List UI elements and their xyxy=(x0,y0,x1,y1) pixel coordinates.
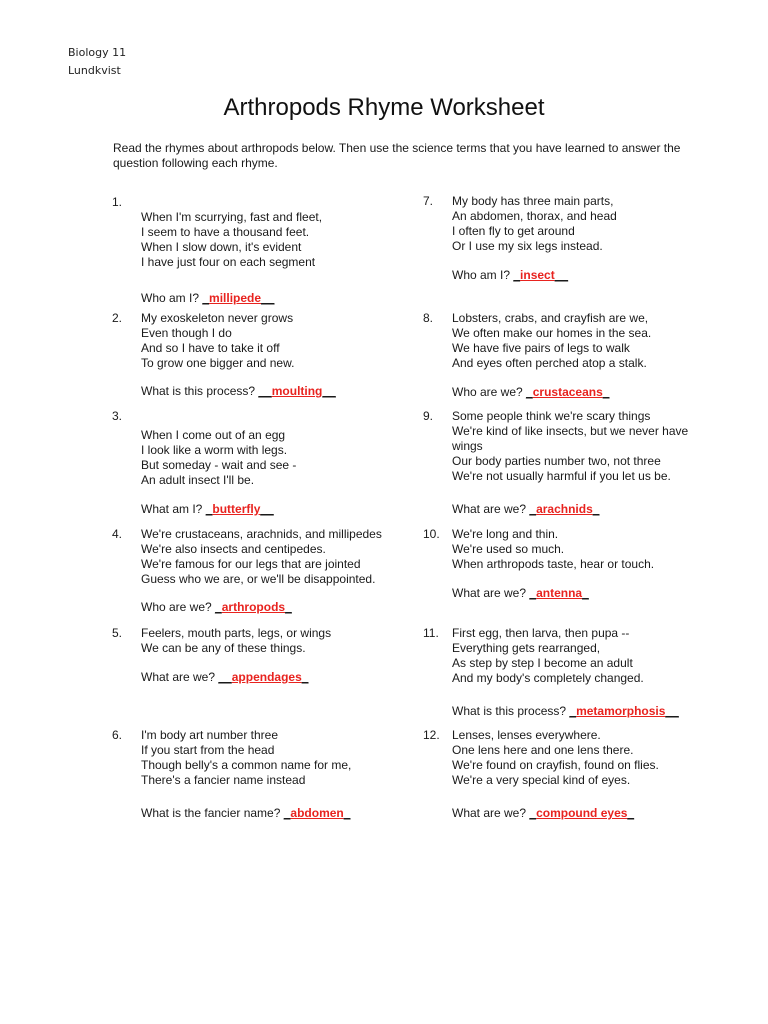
question-text: Who am I? xyxy=(452,268,514,282)
item-number: 6. xyxy=(112,728,123,742)
rhyme-line: When I slow down, it's evident xyxy=(141,240,302,254)
rhyme-line: Feelers, mouth parts, legs, or wings xyxy=(141,626,332,640)
rhyme-line: To grow one bigger and new. xyxy=(141,356,295,370)
question-text: What are we? xyxy=(452,502,530,516)
rhyme-text xyxy=(141,527,382,587)
question xyxy=(452,385,609,400)
rhyme-line: One lens here and one lens there. xyxy=(452,743,634,757)
answer-text: arachnids xyxy=(536,502,593,516)
rhyme-text xyxy=(141,210,322,270)
rhyme-line: We have five pairs of legs to walk xyxy=(452,341,630,355)
answer-text: crustaceans xyxy=(532,385,603,399)
question xyxy=(452,502,599,517)
question-text: Who am I? xyxy=(141,291,203,305)
rhyme-line: When I come out of an egg xyxy=(141,428,286,442)
item-number: 1. xyxy=(112,195,123,209)
rhyme-text xyxy=(452,728,659,788)
rhyme-line: My body has three main parts, xyxy=(452,194,614,208)
answer-blank-lead: _ xyxy=(513,268,521,282)
answer-blank-lead: _ xyxy=(205,502,213,516)
rhyme-line: When arthropods taste, hear or touch. xyxy=(452,557,655,571)
answer-text: insect xyxy=(520,268,555,282)
rhyme-line: wings xyxy=(452,439,483,453)
answer-blank-lead: _ xyxy=(569,704,577,718)
teacher-name: Lundkvist xyxy=(68,64,121,77)
rhyme-text xyxy=(452,409,688,484)
answer-blank-lead: _ xyxy=(202,291,210,305)
rhyme-line: We can be any of these things. xyxy=(141,641,306,655)
answer-blank-lead: _ xyxy=(529,806,537,820)
rhyme-line: Lenses, lenses everywhere. xyxy=(452,728,601,742)
answer-text: arthropods xyxy=(221,600,286,614)
rhyme-line: We're a very special kind of eyes. xyxy=(452,773,631,787)
answer-blank-lead: __ xyxy=(218,670,232,684)
rhyme-line: And eyes often perched atop a stalk. xyxy=(452,356,647,370)
question xyxy=(141,502,274,517)
answer-blank-trail: _ xyxy=(301,670,309,684)
item-number: 8. xyxy=(423,311,434,325)
answer-blank-trail: _ xyxy=(285,600,292,614)
rhyme-line: As step by step I become an adult xyxy=(452,656,633,670)
instructions-text: Read the rhymes about arthropods below. Then use the science terms that you have learned to answer the question following each rhyme. xyxy=(113,141,681,170)
answer-blank-trail: __ xyxy=(260,502,274,516)
answer-text: abdomen xyxy=(290,806,344,820)
rhyme-line: We're long and thin. xyxy=(452,527,559,541)
rhyme-line: I'm body art number three xyxy=(141,728,279,742)
rhyme-line: Guess who we are, or we'll be disappointed. xyxy=(141,572,376,586)
answer-text: antenna xyxy=(536,586,583,600)
rhyme-text xyxy=(141,626,331,656)
rhyme-line: And so I have to take it off xyxy=(141,341,280,355)
answer-blank-lead: _ xyxy=(526,385,533,399)
item-number: 7. xyxy=(423,194,434,208)
rhyme-text xyxy=(452,527,654,572)
rhyme-line: Even though I do xyxy=(141,326,232,340)
rhyme-text xyxy=(452,194,617,254)
item-number: 5. xyxy=(112,626,123,640)
rhyme-line: We're famous for our legs that are jointed xyxy=(141,557,361,571)
rhyme-line: If you start from the head xyxy=(141,743,275,757)
rhyme-line: We're kind of like insects, but we never have xyxy=(452,424,689,438)
rhyme-line: We're used so much. xyxy=(452,542,565,556)
answer-blank-lead: _ xyxy=(215,600,222,614)
rhyme-line: Some people think we're scary things xyxy=(452,409,651,423)
question-text: What is this process? xyxy=(452,704,570,718)
answer-blank-trail: _ xyxy=(592,502,600,516)
question xyxy=(452,704,679,719)
rhyme-line: But someday - wait and see - xyxy=(141,458,297,472)
rhyme-text xyxy=(452,311,651,371)
question-text: What is this process? xyxy=(141,384,259,398)
page-title: Arthropods Rhyme Worksheet xyxy=(223,94,545,121)
question xyxy=(141,806,350,821)
answer-blank-trail: _ xyxy=(602,385,610,399)
rhyme-text xyxy=(141,311,294,371)
rhyme-line: An adult insect I'll be. xyxy=(141,473,255,487)
item-number: 2. xyxy=(112,311,123,325)
answer-blank-lead: _ xyxy=(283,806,291,820)
item-number: 9. xyxy=(423,409,434,423)
rhyme-line: I seem to have a thousand feet. xyxy=(141,225,310,239)
rhyme-line: There's a fancier name instead xyxy=(141,773,306,787)
item-number: 10. xyxy=(423,527,440,541)
question-text: What is the fancier name? xyxy=(141,806,284,820)
rhyme-text xyxy=(141,728,351,788)
rhyme-line: We're also insects and centipedes. xyxy=(141,542,326,556)
rhyme-line: We're crustaceans, arachnids, and millipedes xyxy=(141,527,382,541)
answer-blank-trail: _ xyxy=(582,586,589,600)
rhyme-line: An abdomen, thorax, and head xyxy=(452,209,617,223)
question xyxy=(141,384,336,399)
rhyme-line: And my body's completely changed. xyxy=(452,671,644,685)
question xyxy=(452,586,589,601)
rhyme-line: Our body parties number two, not three xyxy=(452,454,661,468)
answer-blank-lead: _ xyxy=(529,586,537,600)
question xyxy=(452,268,568,283)
rhyme-line: First egg, then larva, then pupa -- xyxy=(452,626,630,640)
rhyme-line: My exoskeleton never grows xyxy=(141,311,294,325)
answer-text: metamorphosis xyxy=(576,704,666,718)
item-number: 4. xyxy=(112,527,123,541)
answer-text: millipede xyxy=(209,291,262,305)
question-text: What am I? xyxy=(141,502,206,516)
question-text: What are we? xyxy=(452,806,530,820)
item-number: 12. xyxy=(423,728,440,742)
question xyxy=(141,600,292,615)
answer-blank-lead: _ xyxy=(529,502,537,516)
rhyme-line: When I'm scurrying, fast and fleet, xyxy=(141,210,323,224)
question-text: What are we? xyxy=(141,670,219,684)
answer-blank-trail: __ xyxy=(665,704,679,718)
rhyme-line: We often make our homes in the sea. xyxy=(452,326,652,340)
rhyme-text xyxy=(141,428,296,488)
question-text: Who are we? xyxy=(452,385,527,399)
rhyme-line: Lobsters, crabs, and crayfish are we, xyxy=(452,311,649,325)
answer-text: moulting xyxy=(271,384,323,398)
answer-blank-trail: __ xyxy=(261,291,275,305)
answer-text: compound eyes xyxy=(536,806,628,820)
answer-blank-trail: __ xyxy=(322,384,336,398)
answer-text: butterfly xyxy=(212,502,261,516)
rhyme-line: We're found on crayfish, found on flies. xyxy=(452,758,659,772)
rhyme-line: I often fly to get around xyxy=(452,224,575,238)
question xyxy=(141,291,274,306)
answer-blank-trail: _ xyxy=(627,806,635,820)
answer-text: appendages xyxy=(231,670,302,684)
question xyxy=(452,806,634,821)
question-text: What are we? xyxy=(452,586,530,600)
rhyme-line: I have just four on each segment xyxy=(141,255,316,269)
rhyme-line: Everything gets rearranged, xyxy=(452,641,601,655)
question-text: Who are we? xyxy=(141,600,216,614)
course-name: Biology 11 xyxy=(68,46,127,59)
answer-blank-lead: __ xyxy=(258,384,272,398)
answer-blank-trail: __ xyxy=(554,268,569,282)
rhyme-line: I look like a worm with legs. xyxy=(141,443,288,457)
rhyme-line: We're not usually harmful if you let us be. xyxy=(452,469,671,483)
item-number: 11. xyxy=(423,626,439,640)
rhyme-line: Though belly's a common name for me, xyxy=(141,758,352,772)
item-number: 3. xyxy=(112,409,123,423)
question xyxy=(141,670,308,685)
rhyme-text xyxy=(452,626,644,686)
answer-blank-trail: _ xyxy=(343,806,351,820)
rhyme-line: Or I use my six legs instead. xyxy=(452,239,603,253)
